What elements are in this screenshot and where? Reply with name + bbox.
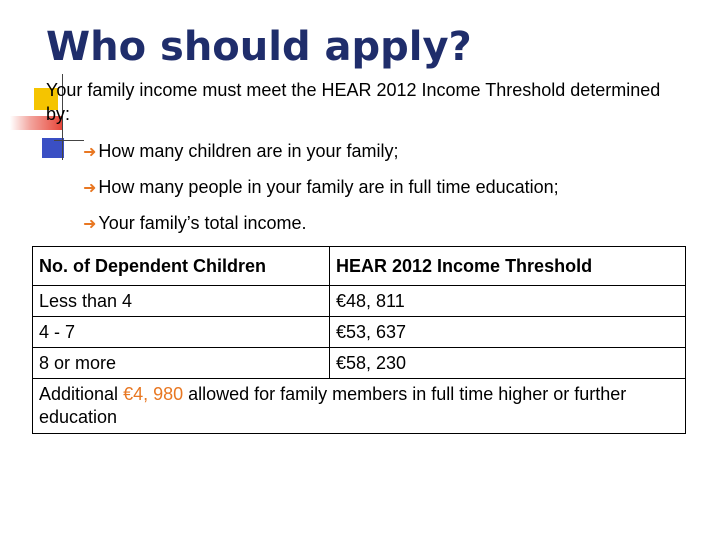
arrow-right-icon: ➜	[83, 216, 97, 233]
header-cell: HEAR 2012 Income Threshold	[330, 247, 686, 286]
table-cell: Less than 4	[33, 286, 330, 317]
arrow-right-icon: ➜	[83, 180, 97, 197]
deco-blue-square	[42, 138, 64, 158]
note-text-after: allowed for family members in full time higher or further education	[39, 384, 627, 427]
page-title: Who should apply?	[46, 24, 472, 70]
note-amount: €4, 980	[123, 384, 184, 404]
table-cell: €48, 811	[330, 286, 686, 317]
deco-horizontal-line	[54, 140, 84, 141]
table-row	[33, 317, 686, 348]
intro-text: Your family income must meet the HEAR 2012 Income Threshold determined by:	[46, 80, 661, 124]
bullet-text: How many children are in your family;	[98, 141, 399, 161]
bullet-text: Your family’s total income.	[98, 213, 307, 233]
table-note-row	[33, 379, 686, 434]
note-text-before: Additional	[39, 384, 124, 404]
table-row	[33, 348, 686, 379]
table-cell: 4 - 7	[33, 317, 330, 348]
header-cell: No. of Dependent Children	[33, 247, 330, 286]
table-cell: €53, 637	[330, 317, 686, 348]
table-cell: €58, 230	[330, 348, 686, 379]
bullet-item	[83, 213, 307, 234]
bullet-item	[83, 177, 559, 198]
income-threshold-table	[32, 246, 686, 434]
bullet-item	[83, 141, 399, 162]
arrow-right-icon: ➜	[83, 144, 97, 161]
table-note	[33, 379, 686, 434]
table-cell: 8 or more	[33, 348, 330, 379]
bullet-text: How many people in your family are in full time education;	[98, 177, 559, 197]
table-header-row	[33, 247, 686, 286]
table-row	[33, 286, 686, 317]
